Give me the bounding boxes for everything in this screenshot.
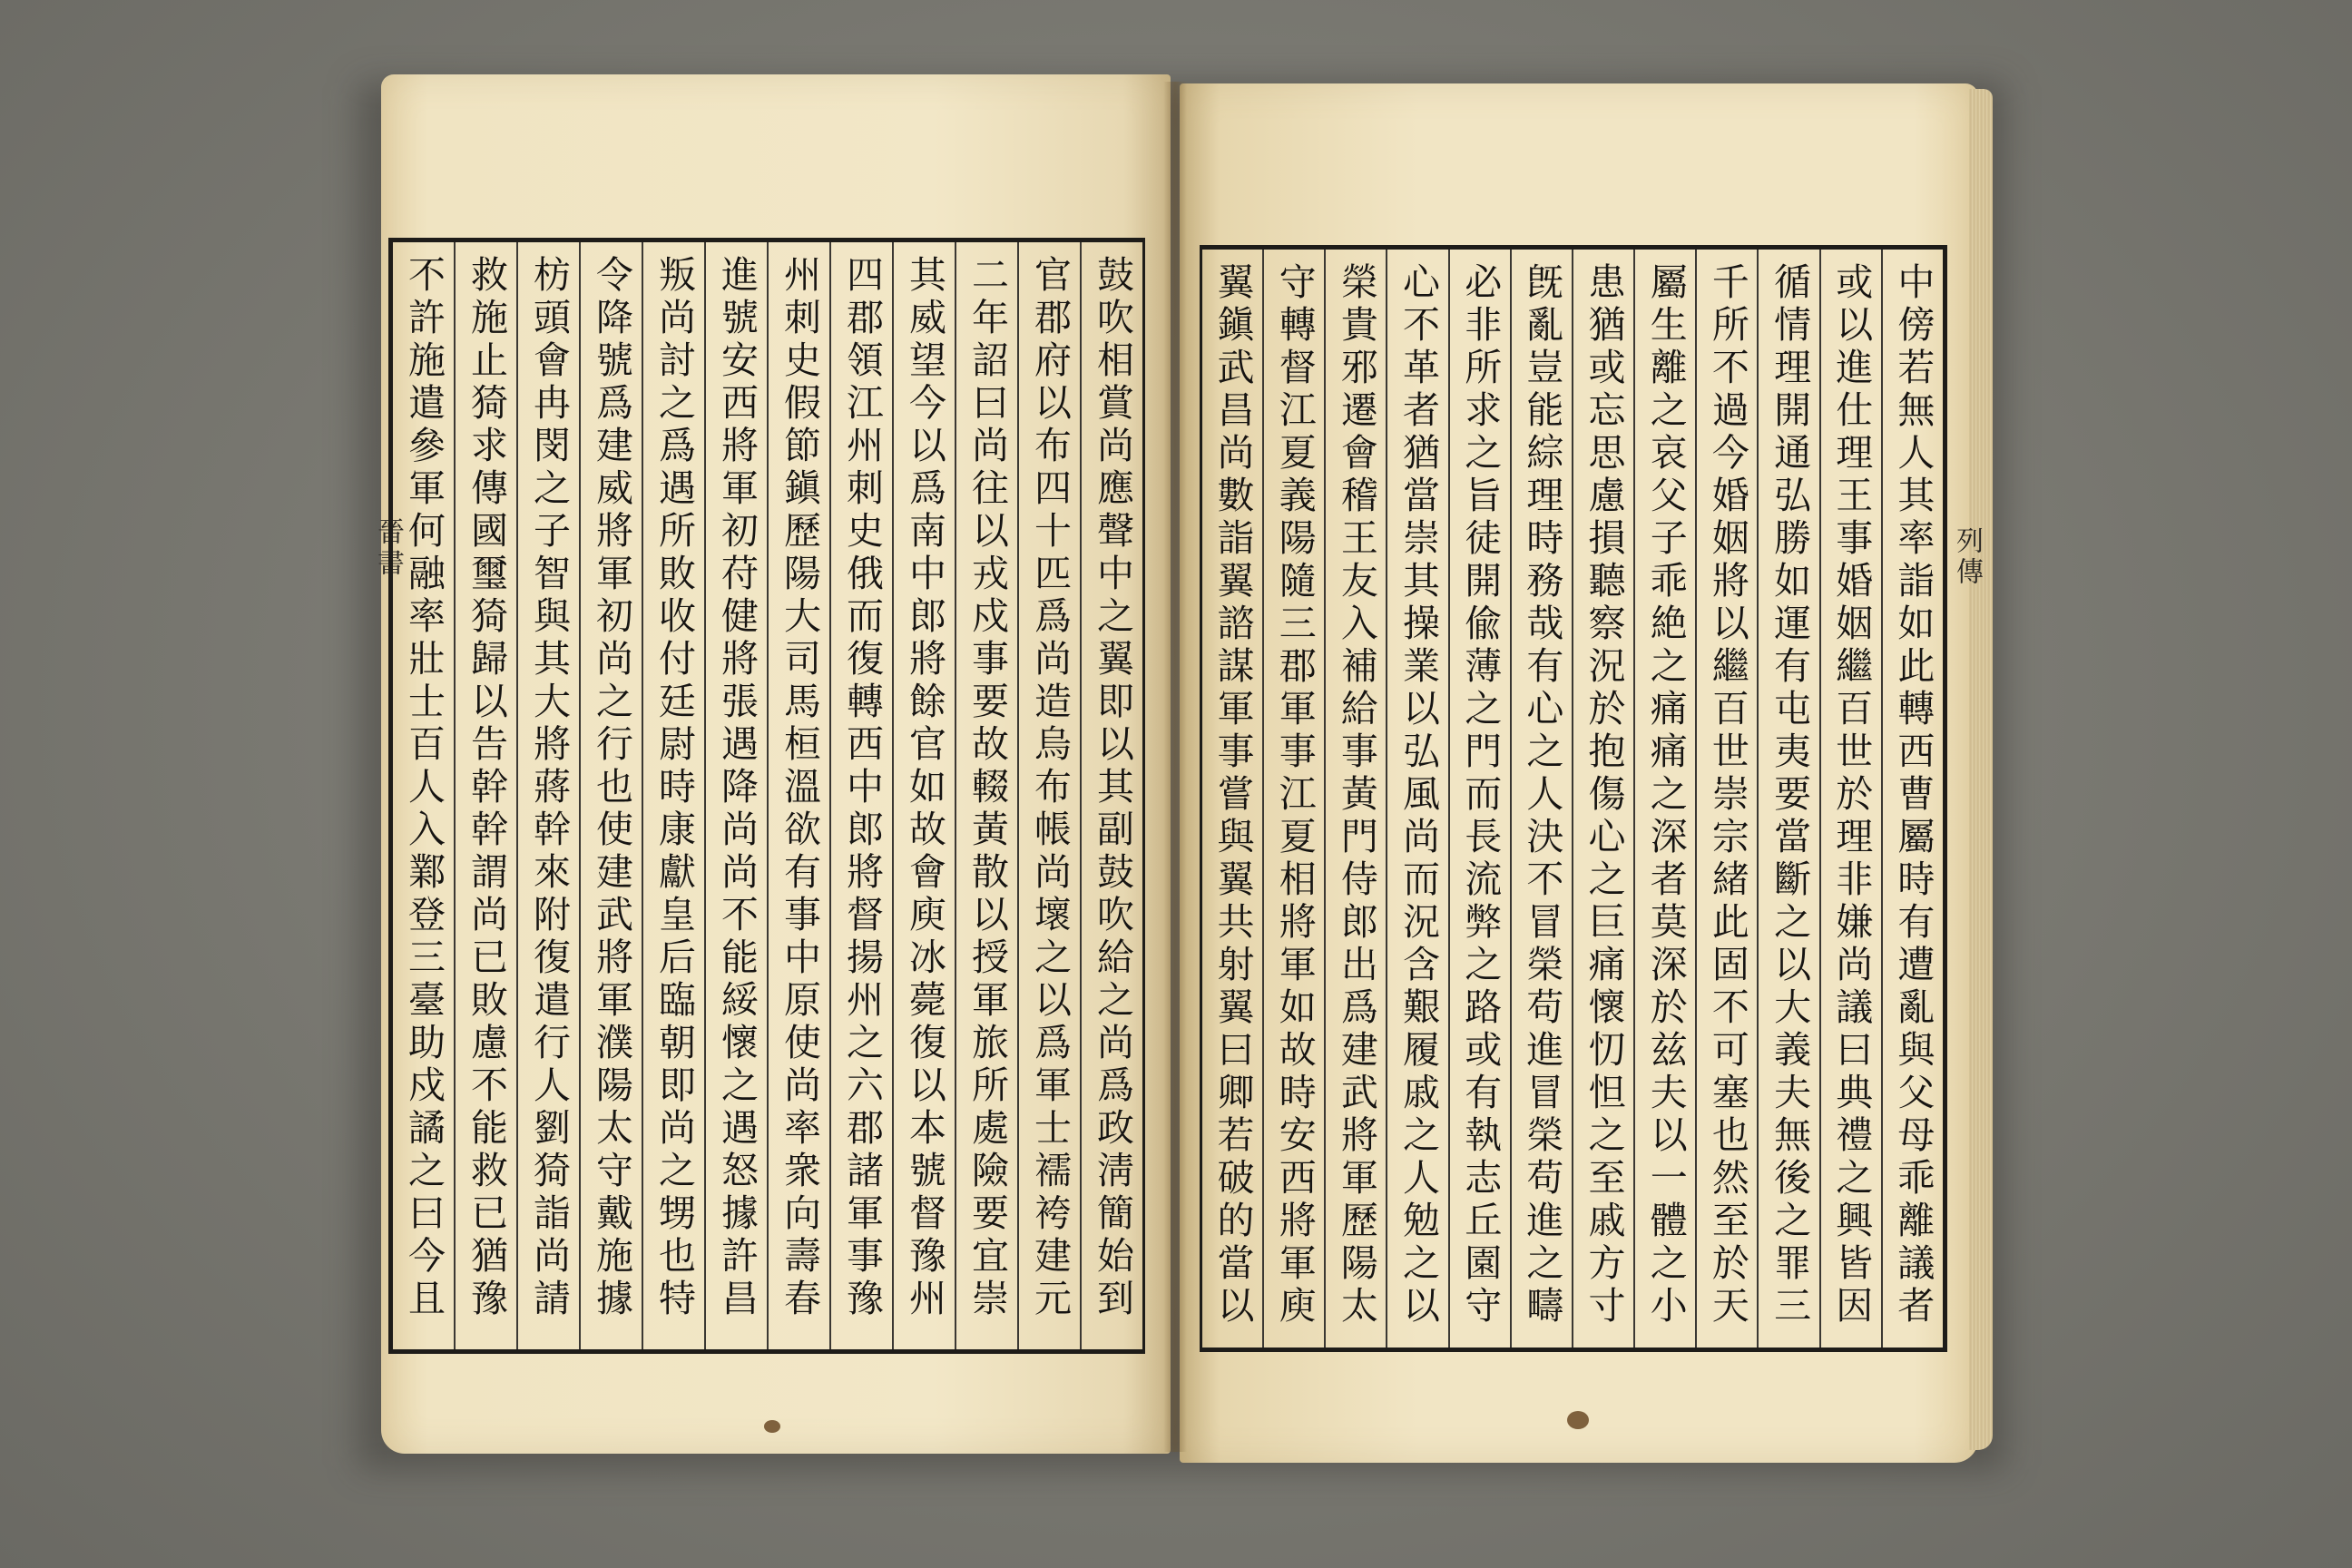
column-text: 翼鎭武昌尚數詣翼諮謀軍事嘗與翼共射翼曰卿若破的當以 [1210,262,1255,1328]
right-margin-label: 列傳 [1951,526,1983,588]
column-text: 患猶或忘思慮損聽察況於抱傷心之巨痛懷忉怛之至戚方寸 [1582,262,1626,1328]
book-gutter [1163,82,1187,1452]
text-column [1572,250,1633,1348]
text-column [1510,250,1572,1348]
text-column [1633,250,1695,1348]
column-text: 榮貴邪遷會稽王友入補給事黃門侍郎出爲建武將軍歷陽太 [1334,262,1378,1328]
left-text-frame [388,238,1145,1354]
text-column [1080,242,1142,1349]
left-margin-label: 晉書 [372,517,404,579]
column-text: 枋頭會冉閔之子智與其大將蔣幹來附復遣行人劉猗詣尚請 [527,255,571,1321]
column-text: 叛尚討之爲遇所敗收付廷尉時康獻皇后臨朝即尚之甥也特 [652,255,696,1321]
column-text: 官郡府以布四十匹爲尚造烏布帳尚壞之以爲軍士襦袴建元 [1028,255,1072,1321]
stain-spot [764,1420,780,1433]
column-text: 必非所求之旨徒開偸薄之門而長流弊之路或有執志丘園守 [1458,262,1503,1328]
text-column [1448,250,1510,1348]
column-text: 屬生離之哀父子乖絶之痛痛之深者莫深於兹夫以一體之小 [1643,262,1688,1328]
text-column [1386,250,1447,1348]
column-text: 救施止猗求傳國璽猗歸以告幹幹謂尚已敗慮不能救已猶豫 [465,255,508,1321]
text-column [1757,250,1818,1348]
column-text: 不許施遣參軍何融率壯士百人入鄴登三臺助戍譎之曰今且 [402,255,446,1321]
text-column [1017,242,1080,1349]
text-column [1695,250,1757,1348]
column-text: 二年詔曰尚往以戎戍事要故輟黃散以授軍旅所處險要宜崇 [965,255,1009,1321]
text-column [1262,250,1324,1348]
text-column [1202,250,1262,1348]
text-column [704,242,767,1349]
column-text: 旣亂豈能綜理時務哉有心之人決不冒榮苟進冒榮苟進之疇 [1520,262,1564,1328]
column-text: 州刺史假節鎭歷陽大司馬桓溫欲有事中原使尚率衆向壽春 [778,255,821,1321]
column-text: 心不革者猶當崇其操業以弘風尚而況含艱履戚之人勉之以 [1396,262,1441,1328]
right-text-frame [1200,245,1947,1352]
left-text-columns [393,242,1142,1349]
text-column [579,242,642,1349]
column-text: 或以進仕理王事婚姻繼百世於理非嫌尚議曰典禮之興皆因 [1829,262,1874,1328]
column-text: 循情理開通弘勝如運有屯夷要當斷之以大義夫無後之罪三 [1768,262,1812,1328]
column-text: 四郡領江州刺史俄而復轉西中郎將督揚州之六郡諸軍事豫 [840,255,884,1321]
text-column [1324,250,1386,1348]
column-text: 鼓吹相賞尚應聲中之翼即以其副鼓吹給之尚爲政淸簡始到 [1091,255,1134,1321]
right-text-columns [1202,250,1943,1348]
text-column [955,242,1017,1349]
text-column [642,242,704,1349]
stain-spot [1567,1411,1589,1429]
text-column [393,242,454,1349]
text-column [829,242,892,1349]
text-column [1881,250,1943,1348]
page-edges [1969,89,1993,1450]
text-column [516,242,579,1349]
column-text: 中傍若無人其率詣如此轉西曹屬時有遭亂與父母乖離議者 [1891,262,1936,1328]
column-text: 守轉督江夏義陽隨三郡軍事江夏相將軍如故時安西將軍庾 [1272,262,1317,1328]
column-text: 進號安西將軍初苻健將張遇降尚尚不能綏懷之遇怒據許昌 [715,255,759,1321]
column-text: 千所不過今婚姻將以繼百世崇宗緒此固不可塞也然至於天 [1705,262,1749,1328]
text-column [767,242,829,1349]
text-column [454,242,516,1349]
text-column [892,242,955,1349]
text-column [1819,250,1881,1348]
column-text: 其威望今以爲南中郎將餘官如故會庾冰薨復以本號督豫州 [903,255,946,1321]
column-text: 令降號爲建威將軍初尚之行也使建武將軍濮陽太守戴施據 [590,255,633,1321]
